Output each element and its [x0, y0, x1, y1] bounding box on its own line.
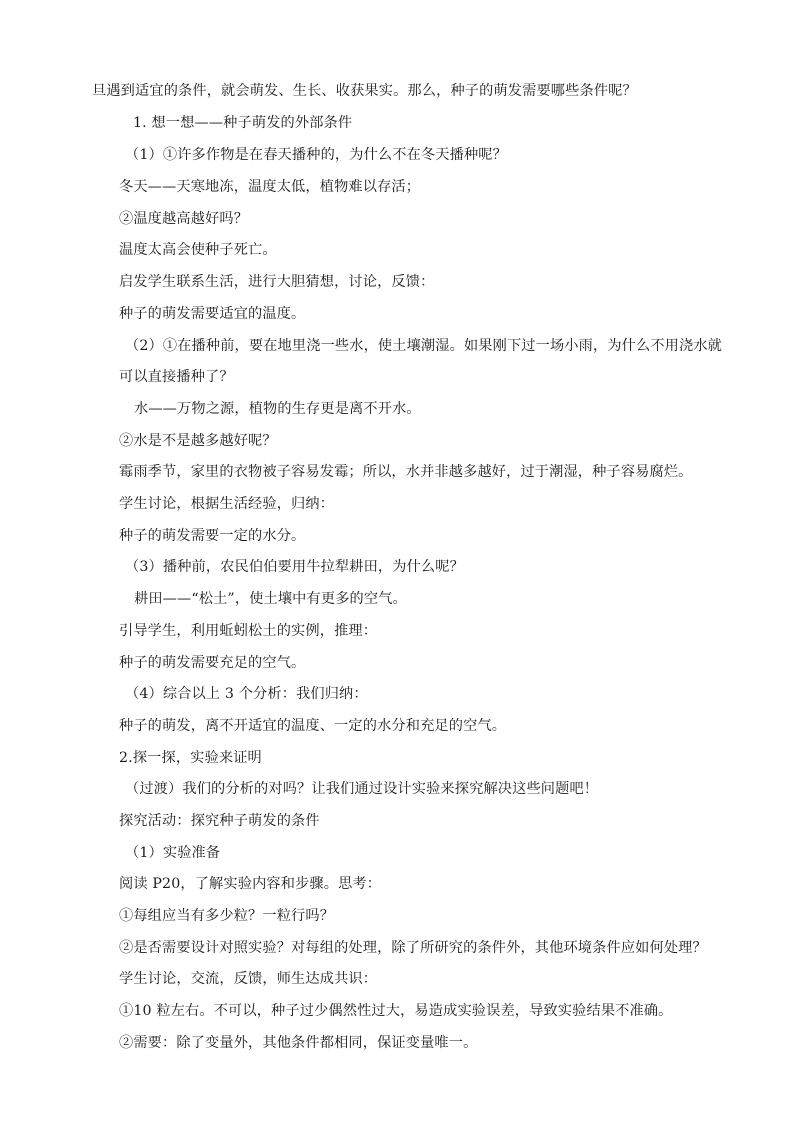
text-line: 种子的萌发，离不开适宜的温度、一定的水分和充足的空气。: [119, 718, 507, 734]
text-line: 水——万物之源，植物的生存更是离不开水。: [134, 401, 421, 417]
text-line: ②需要：除了变量外，其他条件都相同，保证变量唯一。: [119, 1035, 478, 1051]
text-line: 旦遇到适宜的条件，就会萌发、生长、收获果实。那么，种子的萌发需要哪些条件呢？: [92, 83, 637, 99]
text-line: 启发学生联系生活，进行大胆猜想，讨论，反馈：: [119, 274, 435, 290]
text-line: 耕田——“松土”，使土壤中有更多的空气。: [134, 591, 407, 607]
text-line: 阅读 P20，了解实验内容和步骤。思考：: [119, 876, 382, 892]
text-line: ①10 粒左右。不可以，种子过少偶然性过大，易造成实验误差，导致实验结果不准确。: [119, 1003, 673, 1019]
section-heading: 1. 想一想——种子萌发的外部条件: [133, 115, 353, 131]
text-line: 种子的萌发需要充足的空气。: [119, 655, 306, 671]
text-line: 种子的萌发需要一定的水分。: [119, 528, 306, 544]
text-line: 种子的萌发需要适宜的温度。: [119, 306, 306, 322]
text-line: ②是否需要设计对照实验？对每组的处理，除了所研究的条件外，其他环境条件应如何处理？: [119, 940, 707, 956]
text-line: （过渡）我们的分析的对吗？让我们通过设计实验来探究解决这些问题吧！: [125, 781, 599, 797]
text-line: （4）综合以上 3 个分析：我们归纳：: [125, 686, 368, 702]
text-line: 可以直接播种了？: [119, 369, 234, 385]
text-line: 学生讨论，交流，反馈，师生达成共识：: [119, 971, 378, 987]
text-line: ②温度越高越好吗？: [119, 211, 249, 227]
text-line: 温度太高会使种子死亡。: [119, 242, 277, 258]
text-line: （3）播种前，农民伯伯要用牛拉犁耕田，为什么呢？: [125, 559, 464, 575]
text-line: 学生讨论，根据生活经验，归纳：: [119, 496, 335, 512]
text-line: 引导学生，利用蚯蚓松土的实例，推理：: [119, 623, 378, 639]
text-line: ②水是不是越多越好呢？: [119, 433, 277, 449]
text-line: （1）实验准备: [125, 845, 221, 861]
text-line: 冬天——天寒地冻，温度太低，植物难以存活；: [119, 179, 421, 195]
section-heading: 2.探一探，实验来证明: [119, 750, 262, 766]
text-line: （2）①在播种前，要在地里浇一些水，使土壤潮湿。如果刚下过一场小雨，为什么不用浇水就: [125, 338, 723, 354]
text-line: 霉雨季节，家里的衣物被子容易发霉；所以，水并非越多越好，过于潮湿，种子容易腐烂。: [119, 464, 693, 480]
text-line: ①每组应当有多少粒？一粒行吗？: [119, 908, 335, 924]
text-line: 探究活动：探究种子萌发的条件: [119, 813, 320, 829]
text-line: （1）①许多作物是在春天播种的，为什么不在冬天播种呢？: [125, 147, 507, 163]
